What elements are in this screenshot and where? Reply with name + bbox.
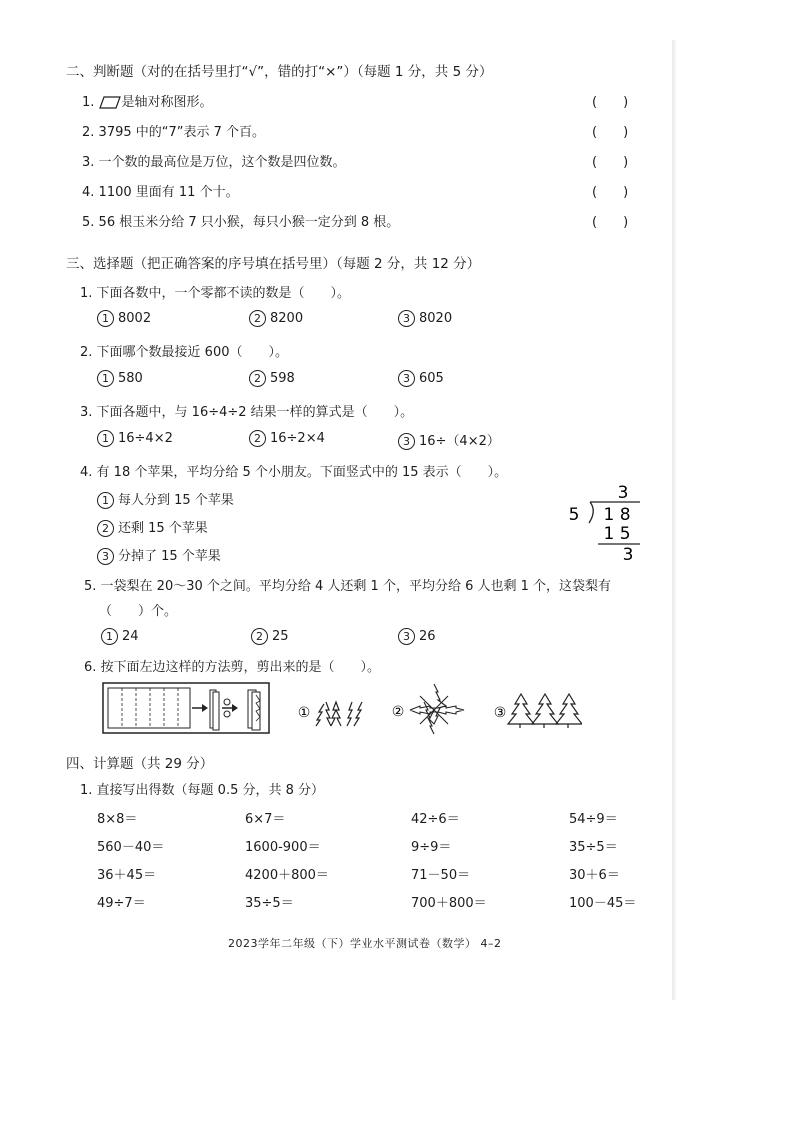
q1-option-1[interactable] <box>97 310 151 327</box>
division-divisor: 5 <box>568 505 580 525</box>
circle-3-icon: 3 <box>398 628 415 645</box>
choice-q3: 3. 下面各题中，与 16÷4÷2 结果一样的算式是（ ）。 <box>80 405 414 420</box>
circle-2-icon: 2 <box>251 628 268 645</box>
choice-q5-line1: 5. 一袋梨在 20～30 个之间。平均分给 4 人还剩 1 个，平均分给 6 人也剩 1 个，这袋梨有 <box>84 579 612 594</box>
page-edge-shadow <box>672 40 676 1000</box>
judge-item-5 <box>82 211 399 230</box>
parallelogram-icon <box>99 96 121 109</box>
q4-option-2[interactable] <box>97 517 208 537</box>
circle-1-icon: 1 <box>97 430 114 447</box>
item-text: 一个数的最高位是万位，这个数是四位数。 <box>98 155 346 170</box>
item-text: 3795 中的“7”表示 7 个百。 <box>98 125 266 140</box>
option-text: 还剩 15 个苹果 <box>118 521 208 536</box>
page-footer: 2023学年二年级（下）学业水平测试卷（数学） 4–2 <box>228 937 502 950</box>
item-number: 3. <box>82 155 95 170</box>
circle-3-icon: 3 <box>398 433 415 450</box>
choice-q4: 4. 有 18 个苹果，平均分给 5 个小朋友。下面竖式中的 15 表示（ ）。 <box>80 465 508 480</box>
option-text: 16÷（4×2） <box>419 434 500 449</box>
division-dividend: 1 8 <box>603 505 631 525</box>
section2-title: 二、判断题（对的在括号里打“√”，错的打“×”）（每题 1 分，共 5 分） <box>66 64 493 80</box>
calc-item: 1600-900＝ <box>245 840 321 855</box>
calc-item: 71－50＝ <box>411 868 471 883</box>
circle-1-icon: 1 <box>97 310 114 327</box>
choice-q6: 6. 按下面左边这样的方法剪，剪出来的是（ ）。 <box>84 660 381 675</box>
circle-1-icon: 1 <box>97 370 114 387</box>
snowflake-icon <box>410 684 464 734</box>
answer-paren-3[interactable]: ( ) <box>592 155 629 170</box>
q2-option-3[interactable] <box>398 370 444 387</box>
long-division-figure <box>560 481 650 567</box>
answer-paren-4[interactable]: ( ) <box>592 185 629 200</box>
item-text: 1100 里面有 11 个十。 <box>98 185 239 200</box>
section4-title: 四、计算题（共 29 分） <box>66 756 214 772</box>
item-number: 1. <box>82 95 95 110</box>
circle-2-icon: 2 <box>249 430 266 447</box>
q1-option-2[interactable] <box>249 310 303 327</box>
option-text: 580 <box>118 371 143 386</box>
section3-title: 三、选择题（把正确答案的序号填在括号里）（每题 2 分，共 12 分） <box>66 256 481 272</box>
calc-item: 42÷6＝ <box>411 812 460 827</box>
option-text: 24 <box>122 629 139 644</box>
calc-item: 8×8＝ <box>97 812 138 827</box>
calc-item: 54÷9＝ <box>569 812 618 827</box>
option-text: 605 <box>419 371 444 386</box>
item-number: 5. <box>82 215 95 230</box>
calc-item: 6×7＝ <box>245 812 286 827</box>
item-number: 2. <box>82 125 95 140</box>
circle-3-icon: 3 <box>398 310 415 327</box>
q4-option-1[interactable] <box>97 489 234 509</box>
circle-1-icon: 1 <box>97 492 114 509</box>
calc-item: 36＋45＝ <box>97 868 157 883</box>
choice-q2: 2. 下面哪个数最接近 600（ ）。 <box>80 345 288 360</box>
circle-2-icon: 2 <box>97 520 114 537</box>
calc-item: 560－40＝ <box>97 840 165 855</box>
q2-option-2[interactable] <box>249 370 295 387</box>
option-text: 16÷4×2 <box>118 431 173 446</box>
folded-paper-cut-figure <box>102 679 274 737</box>
calc-item: 30＋6＝ <box>569 868 620 883</box>
q1-option-3[interactable] <box>398 310 452 327</box>
q5-option-3[interactable] <box>398 628 436 645</box>
option-text: 16÷2×4 <box>270 431 325 446</box>
q5-option-1[interactable] <box>101 628 139 645</box>
option-text: 26 <box>419 629 436 644</box>
item-number: 4. <box>82 185 95 200</box>
q6-option-3-figure[interactable] <box>492 684 582 730</box>
q6-label-2: ② <box>391 704 405 720</box>
option-text: 598 <box>270 371 295 386</box>
circle-3-icon: 3 <box>398 370 415 387</box>
option-text: 每人分到 15 个苹果 <box>118 493 234 508</box>
option-text: 分掉了 15 个苹果 <box>118 549 221 564</box>
judge-item-2 <box>82 121 265 140</box>
choice-q1: 1. 下面各数中，一个零都不读的数是（ ）。 <box>80 286 351 301</box>
division-product: 1 5 <box>603 524 631 544</box>
circle-1-icon: 1 <box>101 628 118 645</box>
option-text: 8200 <box>270 311 304 326</box>
calc-item: 700＋800＝ <box>411 896 487 911</box>
division-remainder: 3 <box>622 545 634 565</box>
circle-2-icon: 2 <box>249 310 266 327</box>
answer-paren-1[interactable]: ( ) <box>592 95 629 110</box>
judge-item-1 <box>82 91 213 110</box>
broken-tree-icon <box>316 702 362 726</box>
q2-option-1[interactable] <box>97 370 143 387</box>
calc-item: 9÷9＝ <box>411 840 452 855</box>
q6-label-3: ③ <box>493 705 507 721</box>
q3-option-3[interactable] <box>398 430 500 450</box>
choice-q5-line2: （ ）个。 <box>99 604 178 619</box>
calc-item: 100－45＝ <box>569 896 637 911</box>
q6-option-2-figure[interactable] <box>390 682 468 738</box>
judge-item-4 <box>82 181 239 200</box>
calc-item: 4200＋800＝ <box>245 868 329 883</box>
answer-paren-5[interactable]: ( ) <box>592 215 629 230</box>
judge-item-3 <box>82 151 346 170</box>
tree-row-icon <box>508 694 582 728</box>
calc-item: 35÷5＝ <box>569 840 618 855</box>
answer-paren-2[interactable]: ( ) <box>592 125 629 140</box>
section4-subtitle: 1. 直接写出得数（每题 0.5 分，共 8 分） <box>80 783 325 798</box>
q6-label-1: ① <box>297 705 311 721</box>
q3-option-2[interactable] <box>249 430 325 447</box>
division-quotient: 3 <box>617 483 629 503</box>
q6-option-1-figure[interactable] <box>296 684 368 730</box>
q4-option-3[interactable] <box>97 545 221 565</box>
circle-3-icon: 3 <box>97 548 114 565</box>
calc-item: 35÷5＝ <box>245 896 294 911</box>
option-text: 25 <box>272 629 289 644</box>
circle-2-icon: 2 <box>249 370 266 387</box>
option-text: 8020 <box>419 311 453 326</box>
item-text: 56 根玉米分给 7 只小猴，每只小猴一定分到 8 根。 <box>98 215 400 230</box>
item-text: 是轴对称图形。 <box>121 95 213 110</box>
q5-option-2[interactable] <box>251 628 289 645</box>
calc-item: 49÷7＝ <box>97 896 146 911</box>
q3-option-1[interactable] <box>97 430 173 447</box>
option-text: 8002 <box>118 311 152 326</box>
